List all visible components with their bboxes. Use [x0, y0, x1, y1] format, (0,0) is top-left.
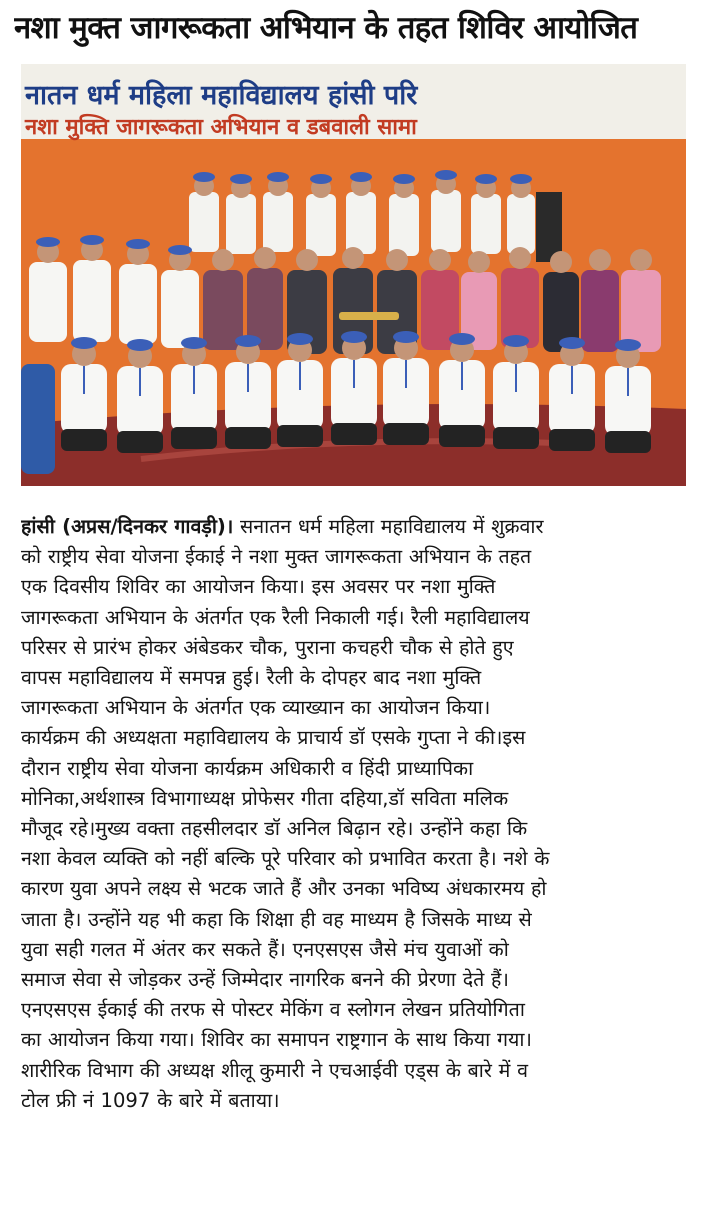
article-line: शारीरिक विभाग की अध्यक्ष शीलू कुमारी ने एचआईवी एड्स के बारे में व [21, 1058, 528, 1082]
article-line: को राष्ट्रीय सेवा योजना ईकाई ने नशा मुक्त जागरूकता अभियान के तहत [21, 545, 532, 569]
article-line-text: सनातन धर्म महिला महाविद्यालय में शुक्रवार [233, 515, 544, 538]
article-line: समाज सेवा से जोड़कर उन्हें जिम्मेदार नागरिक बनने की प्रेरणा देते हैं। [21, 968, 509, 992]
group-photo-illustration [21, 64, 686, 486]
article-line: कार्यक्रम की अध्यक्षता महाविद्यालय के प्राचार्य डॉ एसके गुप्ता ने की।इस [21, 726, 526, 750]
article-line: का आयोजन किया गया। शिविर का समापन राष्ट्रगान के साथ किया गया। [21, 1028, 532, 1052]
article-line: एक दिवसीय शिविर का आयोजन किया। इस अवसर पर नशा मुक्ति [21, 575, 496, 599]
article-line: दौरान राष्ट्रीय सेवा योजना कार्यक्रम अधिकारी व हिंदी प्राध्यापिका [21, 756, 474, 780]
article-line: परिसर से प्रारंभ होकर अंबेडकर चौक, पुराना कचहरी चौक से होते हुए [21, 635, 514, 659]
article-line: मोनिका,अर्थशास्त्र विभागाध्यक्ष प्रोफेसर गीता दहिया,डॉ सविता मलिक [21, 786, 509, 810]
article-line: मौजूद रहे।मुख्य वक्ता तहसीलदार डॉ अनिल बिढ़ान रहे। उन्होंने कहा कि [21, 817, 528, 841]
banner-line2: नशा मुक्ति जागरूकता अभियान व डबवाली सामा [25, 115, 417, 140]
article-line: एनएसएस ईकाई की तरफ से पोस्टर मेकिंग व स्लोगन लेखन प्रतियोगिता [21, 998, 525, 1022]
group-photo [21, 64, 686, 486]
article-line: जागरूकता अभियान के अंतर्गत एक व्याख्यान का आयोजन किया। [21, 696, 491, 720]
article-line [21, 512, 689, 542]
article-line: जागरूकता अभियान के अंतर्गत एक रैली निकाली गई। रैली महाविद्यालय [21, 605, 530, 629]
headline: नशा मुक्त जागरूकता अभियान के तहत शिविर आयोजित [14, 10, 638, 46]
article-line: युवा सही गलत में अंतर कर सकते हैं। एनएसएस जैसे मंच युवाओं को [21, 937, 509, 961]
article-line: जाता है। उन्होंने यह भी कहा कि शिक्षा ही वह माध्यम है जिसके माध्य से [21, 907, 532, 931]
article-line: कारण युवा अपने लक्ष्य से भटक जाते हैं और उनका भविष्य अंधकारमय हो [21, 877, 547, 901]
dateline: हांसी (अप्रस/दिनकर गावड़ी)। [21, 515, 234, 538]
article-body [21, 512, 689, 1116]
article-line: वापस महाविद्यालय में समपन्न हुई। रैली के दोपहर बाद नशा मुक्ति [21, 666, 482, 690]
article-line: नशा केवल व्यक्ति को नहीं बल्कि पूरे परिवार को प्रभावित करता है। नशे के [21, 847, 550, 871]
banner-line1: नातन धर्म महिला महाविद्यालय हांसी परि [25, 80, 418, 111]
article-line: टोल फ्री नं 1097 के बारे में बताया। [21, 1088, 280, 1112]
